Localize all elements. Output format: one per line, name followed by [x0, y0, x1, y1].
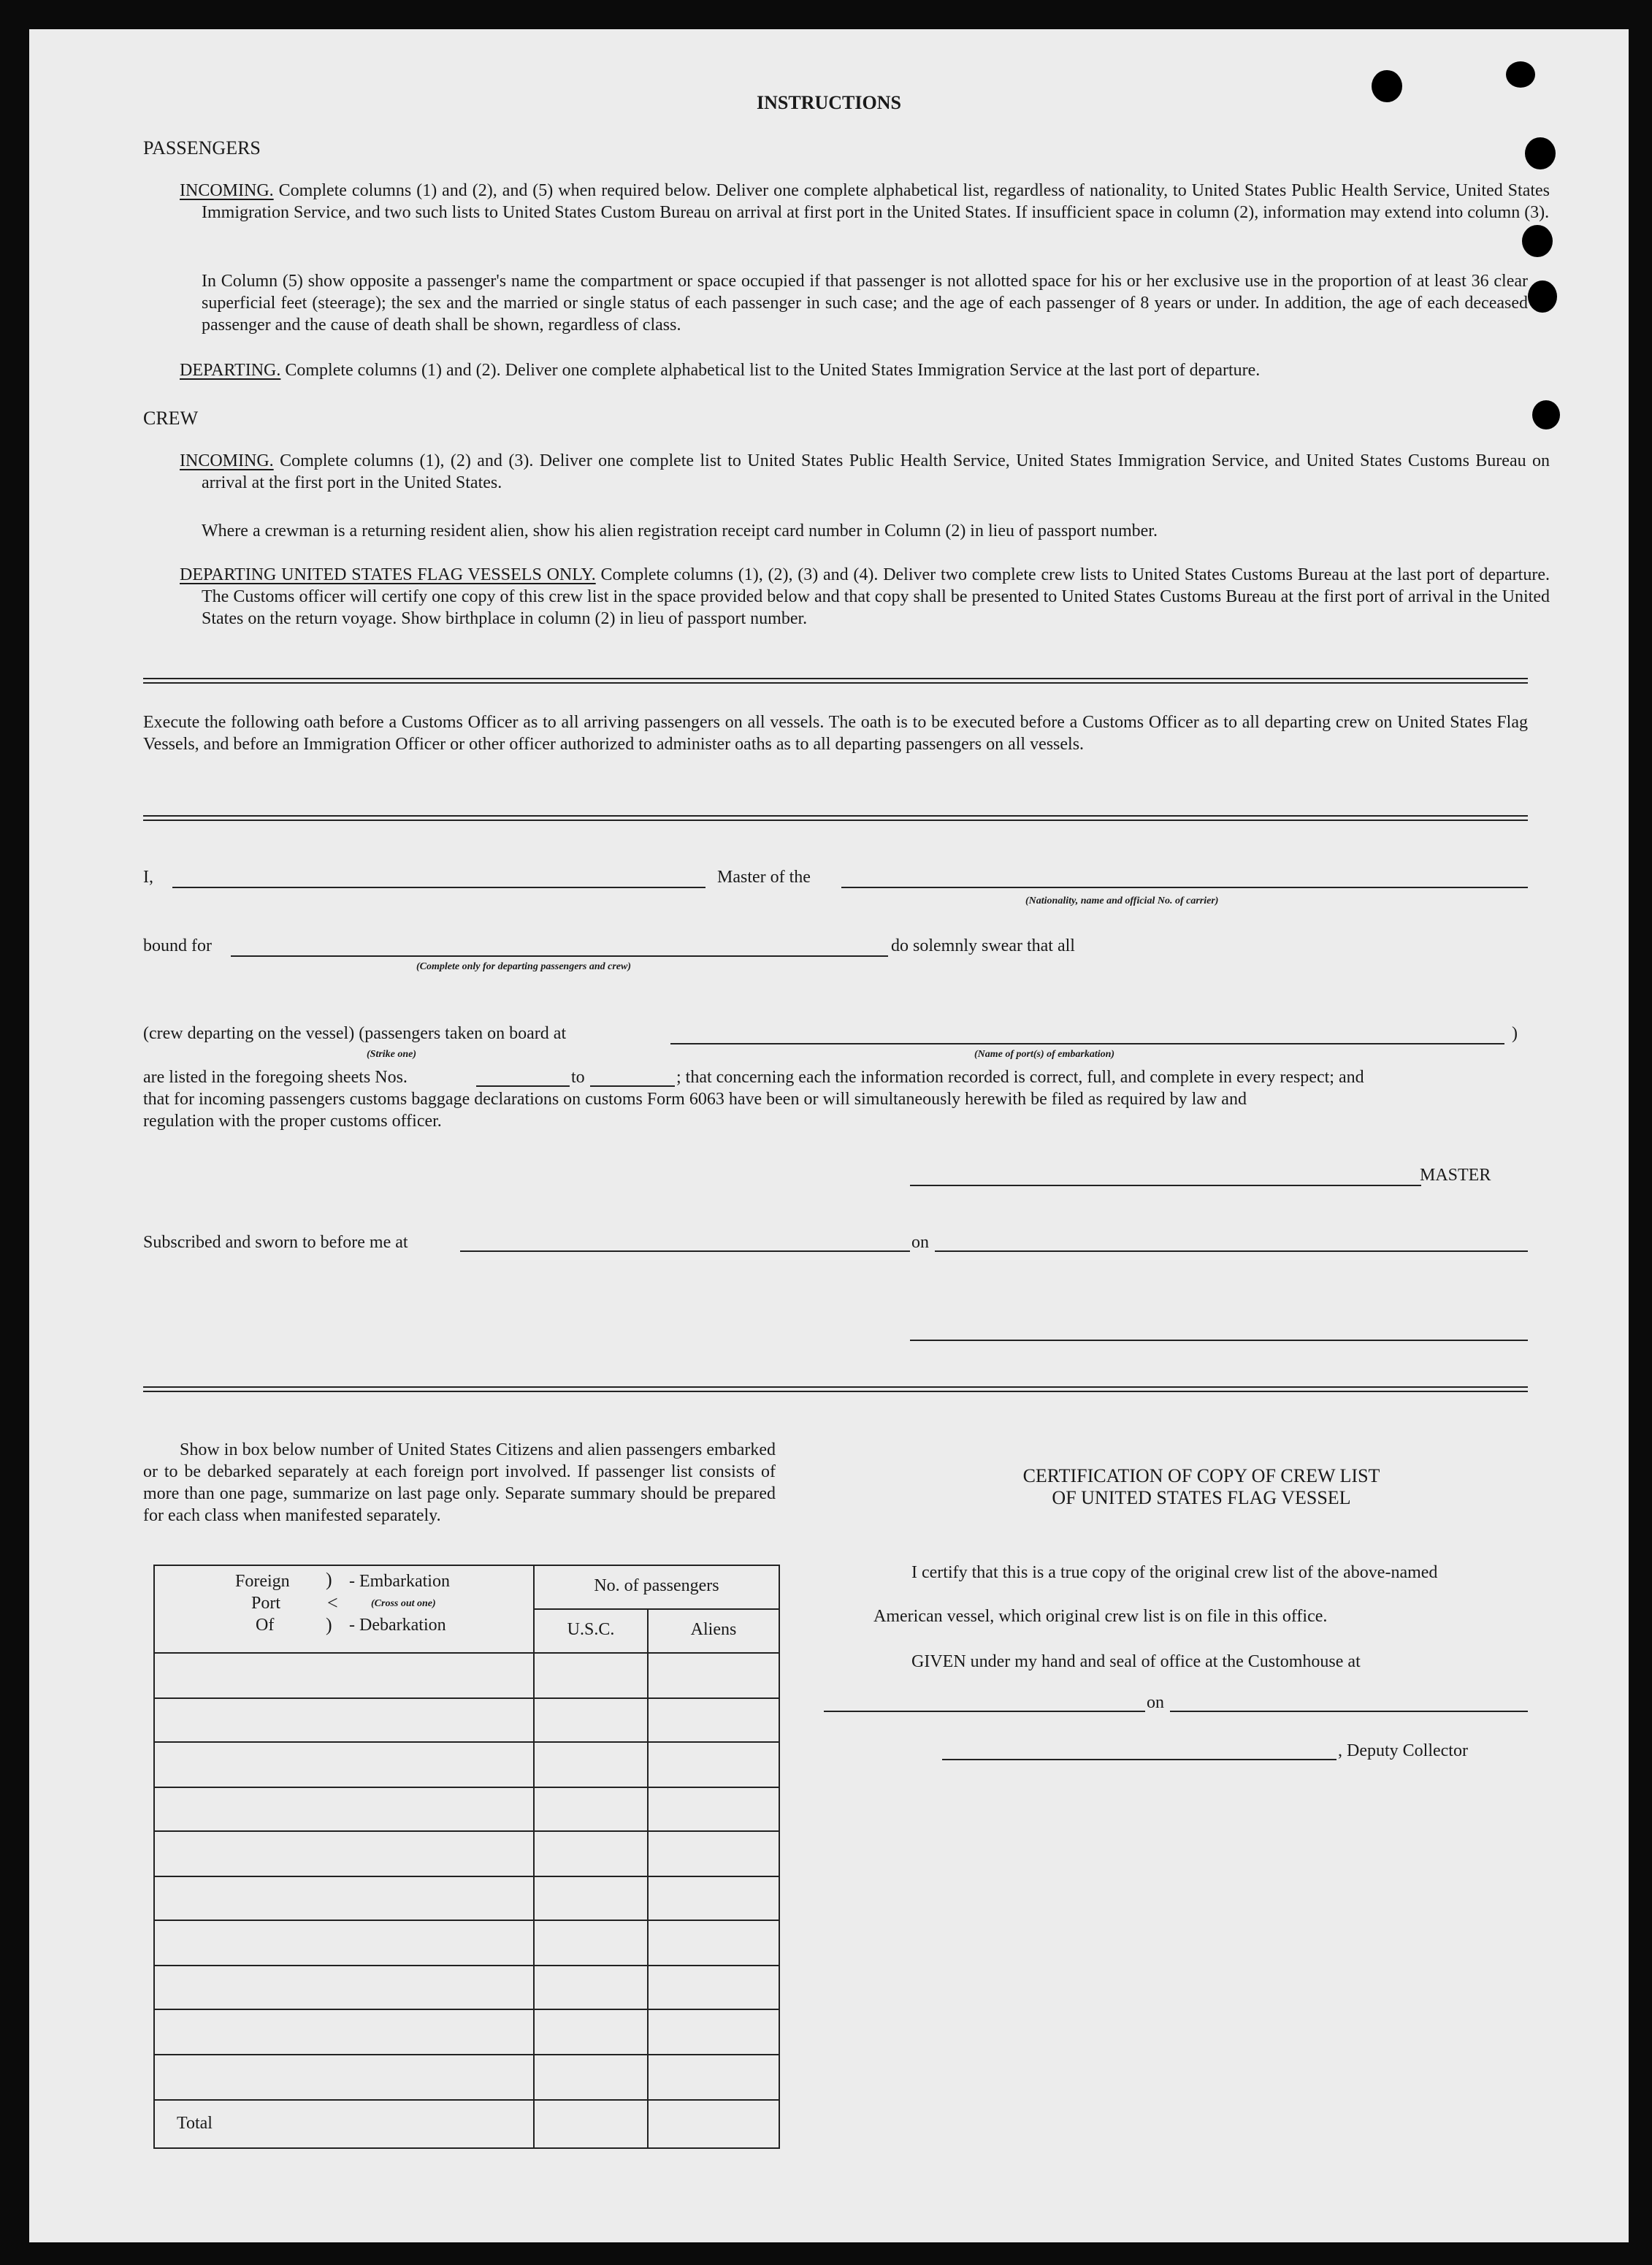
listed-prefix: are listed in the foregoing sheets Nos. — [143, 1068, 408, 1087]
departing-label: DEPARTING. — [180, 361, 281, 380]
table-row-line — [155, 2009, 779, 2010]
certification-date-field[interactable] — [1170, 1711, 1528, 1712]
certify-line-1: I certify that this is a true copy of the original crew list of the above-named — [911, 1563, 1438, 1582]
master-name-field[interactable] — [172, 887, 705, 888]
table-row-line — [155, 1741, 779, 1743]
debarkation-label: - Debarkation — [349, 1616, 446, 1635]
total-label: Total — [177, 2114, 213, 2133]
ports-field[interactable] — [670, 1043, 1504, 1044]
solemnly-swear-label: do solemnly swear that all — [891, 936, 1075, 955]
crew-heading: CREW — [143, 408, 199, 429]
certification-title-1: CERTIFICATION OF COPY OF CREW LIST — [1022, 1465, 1380, 1486]
master-of-the-label: Master of the — [717, 868, 811, 887]
punch-hole — [1528, 280, 1557, 313]
subscribed-on-label: on — [911, 1233, 929, 1252]
table-row-line — [155, 1965, 779, 1966]
punch-hole — [1532, 400, 1560, 429]
master-signature-field[interactable] — [910, 1185, 1421, 1186]
given-line: GIVEN under my hand and seal of office at the Customhouse at — [911, 1652, 1361, 1671]
departing-text: Complete columns (1) and (2). Deliver one complete alphabetical list to the United States Immigration Service at the last port of departure. — [285, 361, 1261, 380]
brace-top: ) — [326, 1569, 332, 1590]
deputy-collector-signature-field[interactable] — [942, 1759, 1336, 1760]
passenger-summary-table — [153, 1565, 780, 2149]
strike-one-caption: (Strike one) — [367, 1049, 417, 1060]
section-divider — [143, 815, 1528, 821]
ports-caption: (Name of port(s) of embarkation) — [974, 1049, 1115, 1060]
crew-departing-label: (crew departing on the vessel) (passengers taken on board at — [143, 1024, 567, 1043]
aliens-header: Aliens — [690, 1620, 737, 1639]
bound-for-label: bound for — [143, 936, 212, 955]
nationality-caption: (Nationality, name and official No. of carrier) — [1025, 895, 1219, 906]
listed-line2: that for incoming passengers customs baggage declarations on customs Form 6063 have been or will simultaneously herewith be filed as required by law and — [143, 1090, 1247, 1109]
table-row-line — [155, 2099, 779, 2101]
section-divider — [143, 678, 1528, 684]
crew-incoming — [180, 450, 1550, 494]
carrier-field[interactable] — [841, 887, 1528, 888]
crew-crewman-note: Where a crewman is a returning resident alien, show his alien registration receipt card number in Column (2) in lieu of passport number. — [202, 522, 1158, 541]
passengers-column5: In Column (5) show opposite a passenger's name the compartment or space occupied if that passenger is not allotted space for his or her exclusive use in the proportion of at least 36 clear superficial feet (steerage); the sex and the married or single status of each passenger in such case; and the age of each passenger of 8 years or under. In addition, the age of each deceased passenger and the cause of death shall be shown, regardless of class. — [202, 272, 1528, 335]
table-row-line — [155, 2054, 779, 2055]
punch-hole — [1522, 225, 1553, 257]
header-foreign: Foreign — [235, 1572, 290, 1591]
header-port: Port — [251, 1594, 281, 1613]
passengers-departing — [180, 359, 1528, 381]
punch-hole — [1525, 137, 1556, 169]
passengers-heading: PASSENGERS — [143, 137, 261, 158]
table-row-line — [155, 1920, 779, 1921]
usc-header: U.S.C. — [567, 1620, 615, 1639]
table-row-line — [155, 1830, 779, 1832]
master-signature-label: MASTER — [1420, 1166, 1491, 1185]
table-header-bottom — [155, 1652, 779, 1654]
sheet-from-field[interactable] — [476, 1085, 570, 1087]
punch-hole — [1506, 61, 1535, 88]
i-label: I, — [143, 868, 153, 887]
brace-bottom: ) — [326, 1614, 332, 1635]
crew-departing-text: Complete columns (1), (2), (3) and (4). Deliver two complete crew lists to United States Customs Bureau at the last port of departure. The Customs officer will certify one copy of this crew list in the space provided below and that copy shall be presented to United States Customs Bureau at the first port of arrival in the United States on the return voyage. Show birthplace in column (2) in lieu of passport number. — [202, 565, 1550, 628]
complete-only-caption: (Complete only for departing passengers and crew) — [416, 961, 631, 972]
table-row-line — [155, 1787, 779, 1788]
table-row-line — [155, 1876, 779, 1877]
officer-signature-field[interactable] — [910, 1340, 1528, 1341]
close-paren: ) — [1512, 1024, 1518, 1043]
table-header-divider — [533, 1608, 779, 1610]
subscribed-date-field[interactable] — [935, 1250, 1528, 1252]
table-col-divider — [647, 1608, 649, 2147]
brace-middle: < — [327, 1592, 338, 1613]
subscribed-place-field[interactable] — [460, 1250, 910, 1252]
incoming-text: Complete columns (1) and (2), and (5) when required below. Deliver one complete alphabetical list, regardless of nationality, to United States Public Health Service, United States Immigration Service, and two such lists to United States Custom Bureau on arrival at first port in the United States. If insufficient space in column (2), information may extend into column (3). — [202, 181, 1550, 222]
incoming-label: INCOMING. — [180, 181, 274, 200]
oath-instructions: Execute the following oath before a Customs Officer as to all arriving passengers on all vessels. The oath is to be executed before a Customs Officer as to all departing crew on United States Flag Vessels, and before an Immigration Officer or other officer authorized to administer oaths as to all departing passengers on all vessels. — [143, 713, 1528, 754]
passengers-incoming — [180, 180, 1550, 224]
table-row-line — [155, 1697, 779, 1699]
section-divider — [143, 1386, 1528, 1392]
crew-incoming-label: INCOMING. — [180, 451, 274, 470]
crew-incoming-text: Complete columns (1), (2) and (3). Deliver one complete list to United States Public Health Service, United States Immigration Service, and United States Customs Bureau on arrival at the first port in the United States. — [202, 451, 1550, 492]
bound-for-field[interactable] — [231, 955, 888, 957]
crew-departing — [180, 564, 1550, 630]
cross-out-caption: (Cross out one) — [371, 1598, 436, 1609]
to-label: to — [571, 1068, 585, 1087]
summary-instructions: Show in box below number of United States Citizens and alien passengers embarked or to be debarked separately at each foreign port involved. If passenger list consists of more than one page, summarize on last page only. Separate summary should be prepared for each class when manifested separately. — [143, 1440, 776, 1525]
listed-line3: regulation with the proper customs officer. — [143, 1112, 442, 1131]
deputy-collector-label: , Deputy Collector — [1338, 1741, 1468, 1760]
subscribed-label: Subscribed and sworn to before me at — [143, 1233, 408, 1252]
document-page — [29, 29, 1629, 2242]
embarkation-label: - Embarkation — [349, 1572, 450, 1591]
certification-title-2: OF UNITED STATES FLAG VESSEL — [1052, 1487, 1351, 1508]
no-of-passengers-header: No. of passengers — [594, 1576, 719, 1595]
crew-departing-label: DEPARTING UNITED STATES FLAG VESSELS ONLY. — [180, 565, 596, 584]
customhouse-field[interactable] — [824, 1711, 1145, 1712]
certification-on-label: on — [1147, 1693, 1164, 1712]
instructions-title: INSTRUCTIONS — [757, 92, 901, 113]
listed-suffix: ; that concerning each the information recorded is correct, full, and complete in every respect; and — [676, 1068, 1364, 1087]
sheet-to-field[interactable] — [590, 1085, 675, 1087]
certify-line-2: American vessel, which original crew list is on file in this office. — [873, 1607, 1328, 1626]
header-of: Of — [256, 1616, 275, 1635]
